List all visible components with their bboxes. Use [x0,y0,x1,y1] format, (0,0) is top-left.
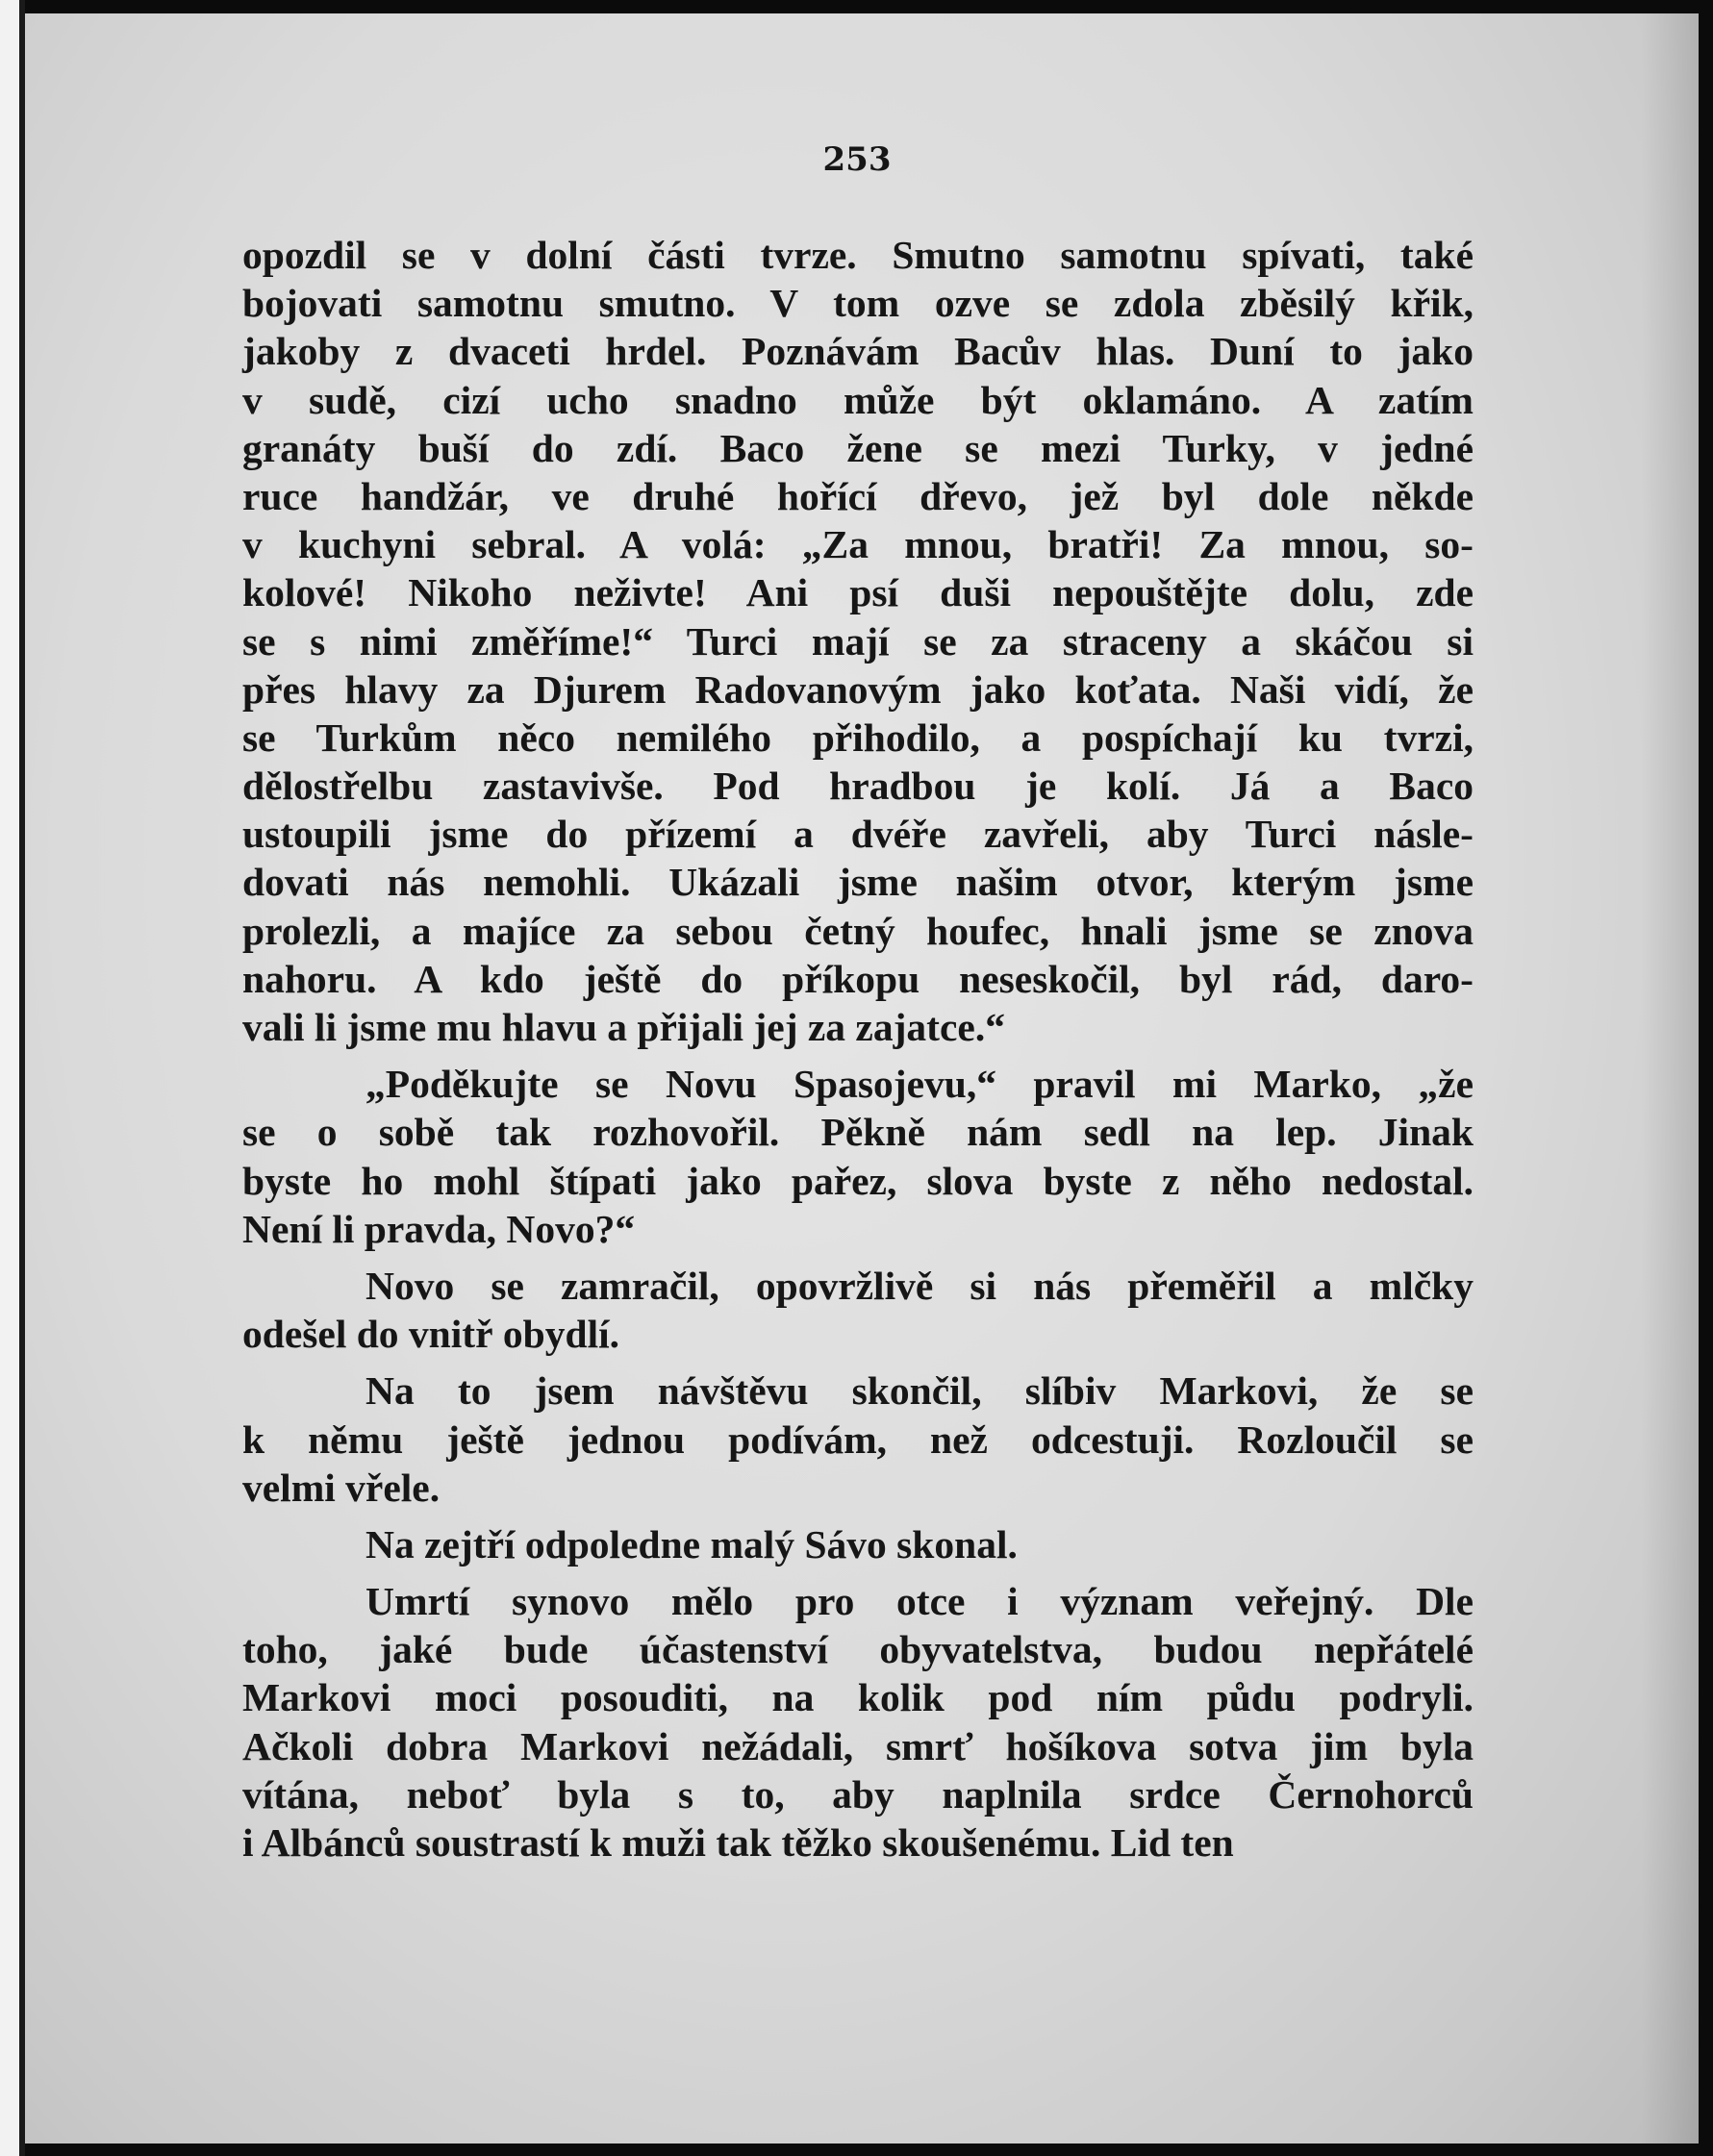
text-line: prolezli, a majíce za sebou četný houfec, hnali jsme se znova [242,908,1474,953]
text-line: Na zejtří odpoledne malý Sávo skonal. [365,1521,1018,1567]
text-line: kolové! Nikoho neživte! Ani psí duši nepouštějte dolu, zde [242,570,1474,615]
text-line: odešel do vnitř obydlí. [242,1312,620,1357]
paragraph-gap [242,1568,1474,1577]
book-spine-edge [0,0,25,2156]
text-line: velmi vřele. [242,1465,441,1510]
text-line: granáty buší do zdí. Baco žene se mezi Turky, v jedné [242,425,1474,470]
text-line: dovati nás nemohli. Ukázali jsme našim otvor, kterým jsme [242,860,1474,905]
text-line: v sudě, cizí ucho snadno může být oklamáno. A zatím [242,377,1474,422]
paragraph [242,231,1474,1051]
text-line: nahoru. A kdo ještě do příkopu neseskočil, byl rád, daro- [242,956,1474,1001]
paragraph [242,1262,1474,1358]
paragraph [242,1366,1474,1512]
text-line: v kuchyni sebral. A volá: „Za mnou, bratři! Za mnou, so- [242,522,1474,567]
text-line: ustoupili jsme do přízemí a dvéře zavřeli, aby Turci násle- [242,812,1474,857]
text-line: Není li pravda, Novo?“ [242,1206,636,1251]
page-number: 253 [822,140,892,179]
page-shadow [1641,13,1699,2143]
paragraph-gap [242,1253,1474,1262]
book-page [25,13,1699,2143]
paragraph [242,1577,1474,1867]
text-line: jakoby z dvaceti hrdel. Poznávám Bacův hlas. Duní to jako [242,329,1474,374]
text-line: vítána, neboť byla s to, aby naplnila srdce Černohorců [242,1771,1474,1817]
text-line: se o sobě tak rozhovořil. Pěkně nám sedl na lep. Jinak [242,1110,1474,1155]
text-line: byste ho mohl štípati jako pařez, slova byste z něho nedostal. [242,1158,1474,1203]
text-line: Ačkoli dobra Markovi nežádali, smrť hošíkova sotva jim byla [242,1723,1474,1768]
body-text [242,231,1474,1867]
text-line: k němu ještě jednou podívám, než odcestuji. Rozloučil se [242,1416,1474,1462]
paragraph [242,1520,1474,1568]
text-line: opozdil se v dolní části tvrze. Smutno samotnu spívati, také [242,233,1474,277]
text-line: toho, jaké bude účastenství obyvatelstva, budou nepřátelé [242,1627,1474,1672]
text-line: i Albánců soustrastí k muži tak těžko skoušenému. Lid ten [242,1820,1234,1865]
text-line: vali li jsme mu hlavu a přijali jej za zajatce.“ [242,1005,1005,1049]
paragraph-gap [242,1358,1474,1366]
text-line: „Poděkujte se Novu Spasojevu,“ pravil mi Marko, „že [365,1062,1474,1107]
text-line: se Turkům něco nemilého přihodilo, a pospíchají ku tvrzi, [242,714,1474,760]
paragraph-gap [242,1512,1474,1520]
text-line: Umrtí synovo mělo pro otce i význam veřejný. Dle [365,1579,1474,1624]
text-line: ruce handžár, ve druhé hořící dřevo, jež byl dole někde [242,473,1474,518]
paragraph [242,1060,1474,1253]
text-line: dělostřelbu zastavivše. Pod hradbou je kolí. Já a Baco [242,764,1474,809]
text-line: Novo se zamračil, opovržlivě si nás přeměřil a mlčky [365,1263,1474,1308]
text-line: Na to jsem návštěvu skončil, slíbiv Markovi, že se [365,1368,1474,1414]
text-line: Markovi moci posouditi, na kolik pod ním půdu podryli. [242,1675,1474,1720]
text-line: přes hlavy za Djurem Radovanovým jako koťata. Naši vidí, že [242,666,1474,712]
text-line: se s nimi změříme!“ Turci mají se za straceny a skáčou si [242,618,1474,664]
text-line: bojovati samotnu smutno. V tom ozve se zdola zběsilý křik, [242,281,1474,326]
paragraph-gap [242,1051,1474,1060]
